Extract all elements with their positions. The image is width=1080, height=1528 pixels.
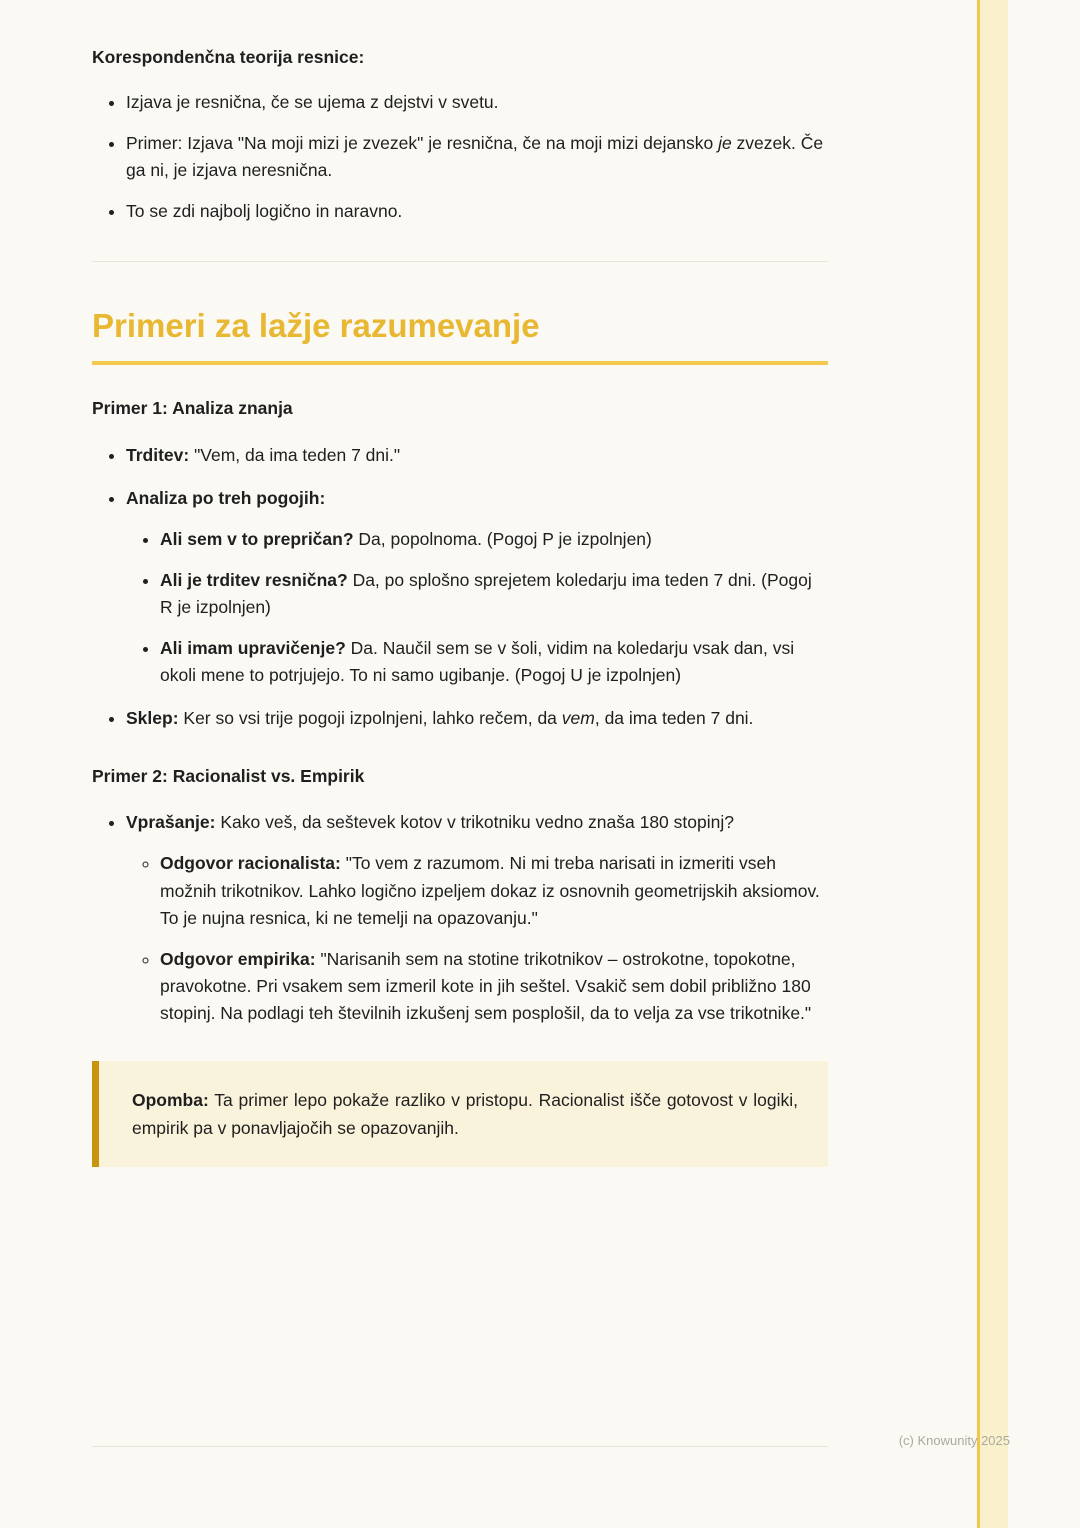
list-item-text: Odgovor racionalista: "To vem z razumom. Ni mi treba narisati in izmeriti vseh možnih trikotnikov. Lahko logično izpeljem dokaz iz osnovnih geometrijskih aksiomov. To je nujna resnica, ki ne temelji na opazovanju." bbox=[160, 853, 820, 928]
list-item bbox=[126, 89, 828, 116]
list-item bbox=[126, 485, 828, 690]
list-item bbox=[126, 809, 828, 1027]
document-content bbox=[92, 46, 828, 1167]
list-item-text: Analiza po treh pogojih: bbox=[126, 487, 326, 508]
list-item-text: Odgovor empirika: "Narisanih sem na stotine trikotnikov – ostrokotne, topokotne, pravokotne. Pri vsakem sem izmeril kote in jih seštel. Vsakič sem dobil približno 180 stopinj. Na podlagi teh številnih izkušenj sem posplošil, da to velja za vse trikotnike." bbox=[160, 948, 812, 1024]
list-item bbox=[126, 198, 828, 225]
list-item-text: Ali sem v to prepričan? Da, popolnoma. (Pogoj P je izpolnjen) bbox=[160, 528, 652, 549]
accent-stripe bbox=[977, 0, 1008, 1528]
list-item-text: Ali imam upravičenje? Da. Naučil sem se v šoli, vidim na koledarju vsak dan, vsi okoli mene to potrjujejo. To ni samo ugibanje. (Pogoj U je izpolnjen) bbox=[160, 638, 795, 686]
example1-heading: Primer 1: Analiza znanja bbox=[92, 397, 293, 418]
list-item bbox=[126, 705, 828, 732]
example1-conditions-list bbox=[126, 526, 828, 690]
footer-copyright: (c) Knowunity 2025 bbox=[898, 1433, 1010, 1448]
page-title: Primeri za lažje razumevanje bbox=[92, 306, 828, 365]
list-item bbox=[126, 442, 828, 469]
divider-bottom bbox=[92, 1446, 828, 1447]
list-item-text: Trditev: "Vem, da ima teden 7 dni." bbox=[126, 444, 401, 465]
example2-list bbox=[92, 809, 828, 1027]
list-item bbox=[126, 130, 828, 184]
example1-list bbox=[92, 442, 828, 733]
theory-list bbox=[92, 89, 828, 226]
list-item-text: Primer: Izjava "Na moji mizi je zvezek" je resnična, če na moji mizi dejansko je zvezek. Če ga ni, je izjava neresnična. bbox=[126, 132, 824, 180]
list-item bbox=[160, 526, 828, 553]
example2-answers-list bbox=[126, 850, 828, 1027]
list-item bbox=[160, 946, 828, 1027]
list-item-text: Vprašanje: Kako veš, da seštevek kotov v trikotniku vedno znaša 180 stopinj? bbox=[126, 812, 734, 833]
list-item-text: Ali je trditev resnična? Da, po splošno sprejetem koledarju ima teden 7 dni. (Pogoj R je izpolnjen) bbox=[160, 569, 812, 618]
list-item bbox=[160, 567, 828, 621]
list-item-text: Sklep: Ker so vsi trije pogoji izpolnjeni, lahko rečem, da vem, da ima teden 7 dni. bbox=[126, 708, 754, 729]
divider-top bbox=[92, 261, 828, 262]
note-callout bbox=[92, 1061, 828, 1167]
list-item bbox=[160, 635, 828, 689]
section-heading-correspondence-theory: Korespondenčna teorija resnice: bbox=[92, 47, 365, 67]
list-item-text: To se zdi najbolj logično in naravno. bbox=[126, 201, 403, 222]
example2-heading: Primer 2: Racionalist vs. Empirik bbox=[92, 765, 365, 786]
list-item-text: Izjava je resnična, če se ujema z dejstvi v svetu. bbox=[126, 91, 499, 112]
list-item bbox=[160, 850, 828, 931]
note-text: Opomba: Ta primer lepo pokaže razliko v pristopu. Racionalist išče gotovost v logiki, empirik pa v ponavljajočih se opazovanjih. bbox=[132, 1090, 798, 1139]
